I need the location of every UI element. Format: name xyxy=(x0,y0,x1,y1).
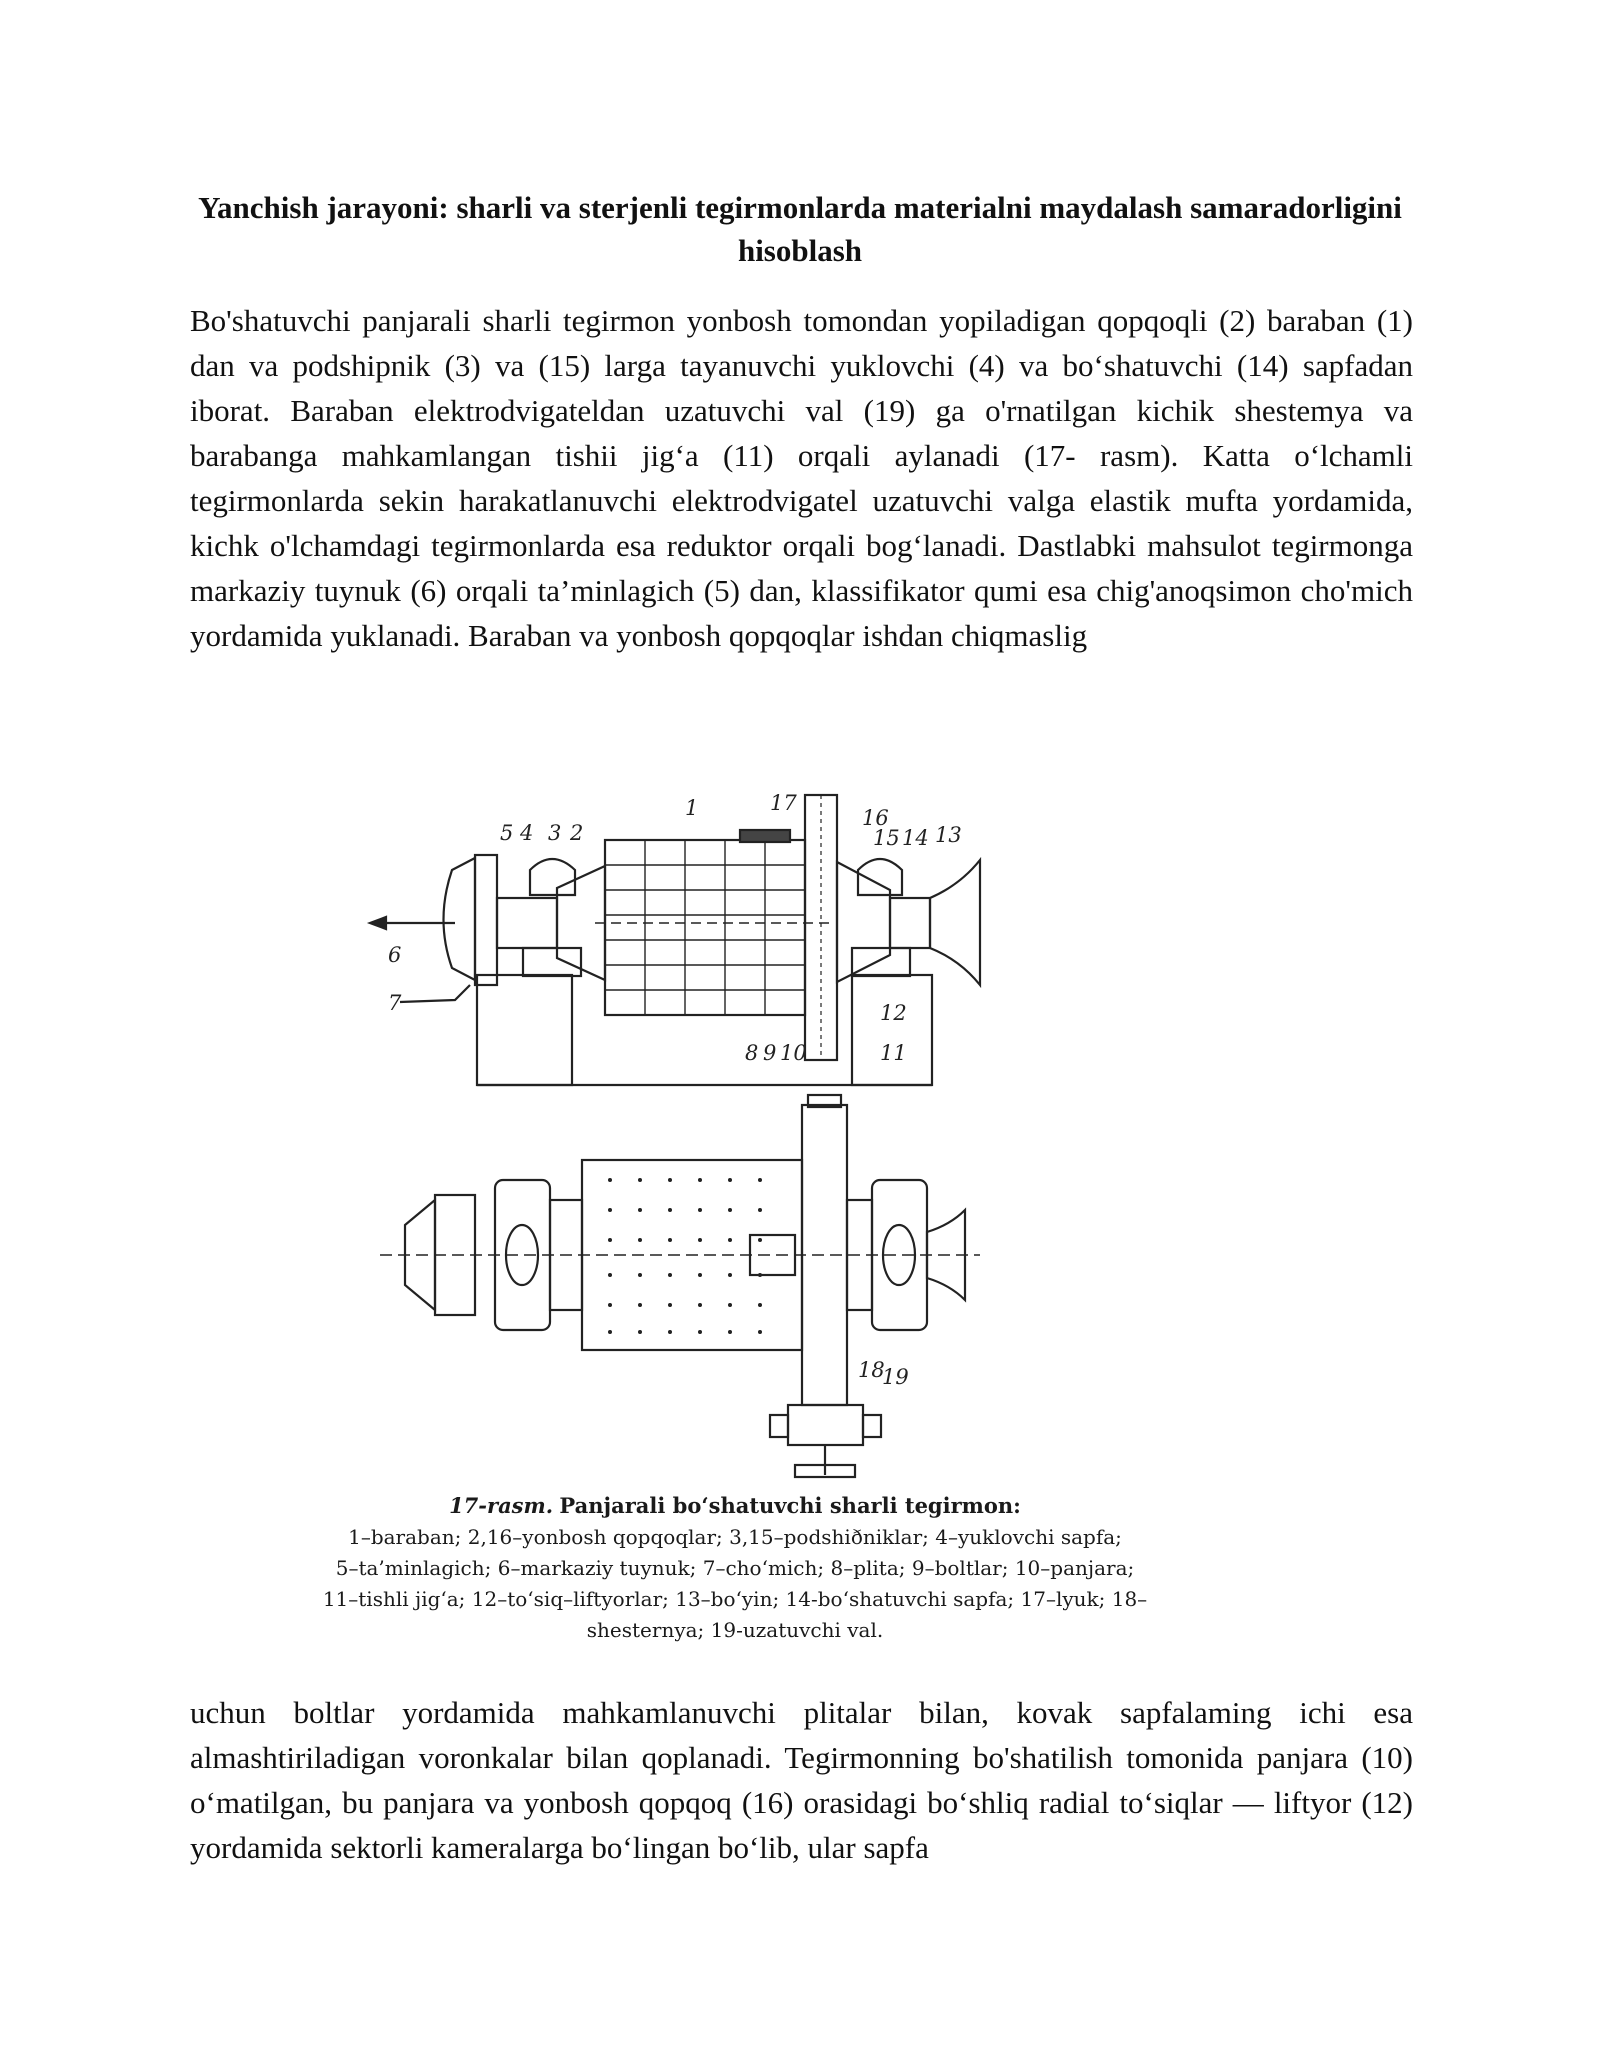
label-5: 5 xyxy=(500,821,514,845)
manhole xyxy=(740,830,790,842)
document-title: Yanchish jarayoni: sharli va sterjenli tegirmonlarda materialni maydalash samaradorligini hisoblash xyxy=(198,190,1402,268)
caption-title: Panjarali bo‘shatuvchi sharli tegirmon: xyxy=(559,1493,1021,1518)
figure-caption xyxy=(190,1490,1280,1646)
label-10: 10 xyxy=(780,1041,807,1065)
plan-pinion-left xyxy=(770,1415,788,1437)
label-18: 18 xyxy=(858,1358,885,1382)
left-bearing-base xyxy=(523,948,581,976)
plan-bolts xyxy=(608,1178,762,1334)
feed-arrowhead xyxy=(370,917,386,929)
right-end-cover xyxy=(837,862,890,982)
discharge-neck xyxy=(930,860,980,985)
caption-line-2: 5–ta’minlagich; 6–markaziy tuynuk; 7–cho‘mich; 8–plita; 9–boltlar; 10–panjara; xyxy=(335,1556,1135,1580)
drum xyxy=(605,840,805,1015)
label-17: 17 xyxy=(770,791,797,815)
label-16: 16 xyxy=(862,806,889,830)
caption-line-1: 1–baraban; 2,16–yonbosh qopqoqlar; 3,15–podshiðniklar; 4–yuklovchi sapfa; xyxy=(348,1525,1122,1549)
left-foundation xyxy=(477,975,572,1085)
mill-figure xyxy=(190,770,1280,1668)
label-4: 4 xyxy=(520,821,534,845)
label-8: 8 xyxy=(745,1041,759,1065)
right-bearing-base xyxy=(852,948,910,976)
label-3: 3 xyxy=(548,821,562,845)
caption-line-4: shesternya; 19-uzatuvchi val. xyxy=(586,1618,884,1642)
label-15: 15 xyxy=(873,826,900,850)
label-6: 6 xyxy=(388,943,402,967)
label-9: 9 xyxy=(763,1041,777,1065)
liner-plates xyxy=(605,840,805,1015)
plan-manhole xyxy=(750,1235,795,1275)
plan-pinion-housing xyxy=(788,1405,863,1445)
label-1: 1 xyxy=(685,796,699,820)
label-12: 12 xyxy=(880,1001,907,1025)
right-trunnion xyxy=(890,898,930,948)
paragraph-2: uchun boltlar yordamida mahkamlanuvchi plitalar bilan, kovak sapfalaming ichi esa almashtiriladigan voronkalar bilan qoplanadi. Tegirmonning bo'shatilish tomonida panjara (10) o‘matilgan, bu panjara va yonbosh qopqoq (16) orasidagi bo‘shliq radial to‘siqlar — liftyor (12) yordamida sektorli kameralarga bo‘lingan bo‘lib, ular sapfa xyxy=(190,1695,1413,1865)
plan-view-labels xyxy=(858,1358,909,1389)
plan-right-bearing xyxy=(872,1180,927,1330)
feeder xyxy=(444,858,476,980)
label-13: 13 xyxy=(935,823,962,847)
label-14: 14 xyxy=(902,826,929,850)
caption-number: 17-rasm. xyxy=(449,1493,554,1518)
mill-drawing xyxy=(190,770,1280,1490)
caption-line-3: 11–tishli jig‘a; 12–to‘siq–liftyorlar; 13–bo‘yin; 14-bo‘shatuvchi sapfa; 17–lyuk; 18– xyxy=(322,1587,1148,1611)
feeder-flange xyxy=(475,855,497,985)
plan-view xyxy=(380,1095,980,1477)
label-19: 19 xyxy=(882,1365,909,1389)
left-bearing-cap xyxy=(530,859,575,895)
plan-left-bearing xyxy=(495,1180,550,1330)
paragraph-1: Bo'shatuvchi panjarali sharli tegirmon yonbosh tomondan yopiladigan qopqoqli (2) baraban (1) dan va podshipnik (3) va (15) larga tayanuvchi yuklovchi (4) va bo‘shatuvchi (14) sapfadan iborat. Baraban elektrodvigateldan uzatuvchi val (19) ga o'rnatilgan kichik shestemya va barabanga mahkamlangan tishii jig‘a (11) orqali aylanadi (17- rasm). Katta o‘lchamli tegirmonlarda sekin harakatlanuvchi elektrodvigatel uzatuvchi valga elastik mufta yordamida, kichk o'lchamdagi tegirmonlarda esa reduktor orqali bog‘lanadi. Dastlabki mahsulot tegirmonga markaziy tuynuk (6) orqali ta’minlagich (5) dan, klassifikator qumi esa chig'anoqsimon cho'mich yordamida yuklanadi. Baraban va yonbosh qopqoqlar ishdan chiqmaslig xyxy=(190,303,1413,653)
right-foundation xyxy=(852,975,932,1085)
left-trunnion xyxy=(497,898,557,948)
plan-pinion-right xyxy=(863,1415,881,1437)
label-7: 7 xyxy=(388,991,402,1015)
scoop-leader xyxy=(400,985,470,1002)
label-2: 2 xyxy=(570,821,584,845)
caption-heading xyxy=(190,1490,1280,1522)
label-11: 11 xyxy=(880,1041,907,1065)
